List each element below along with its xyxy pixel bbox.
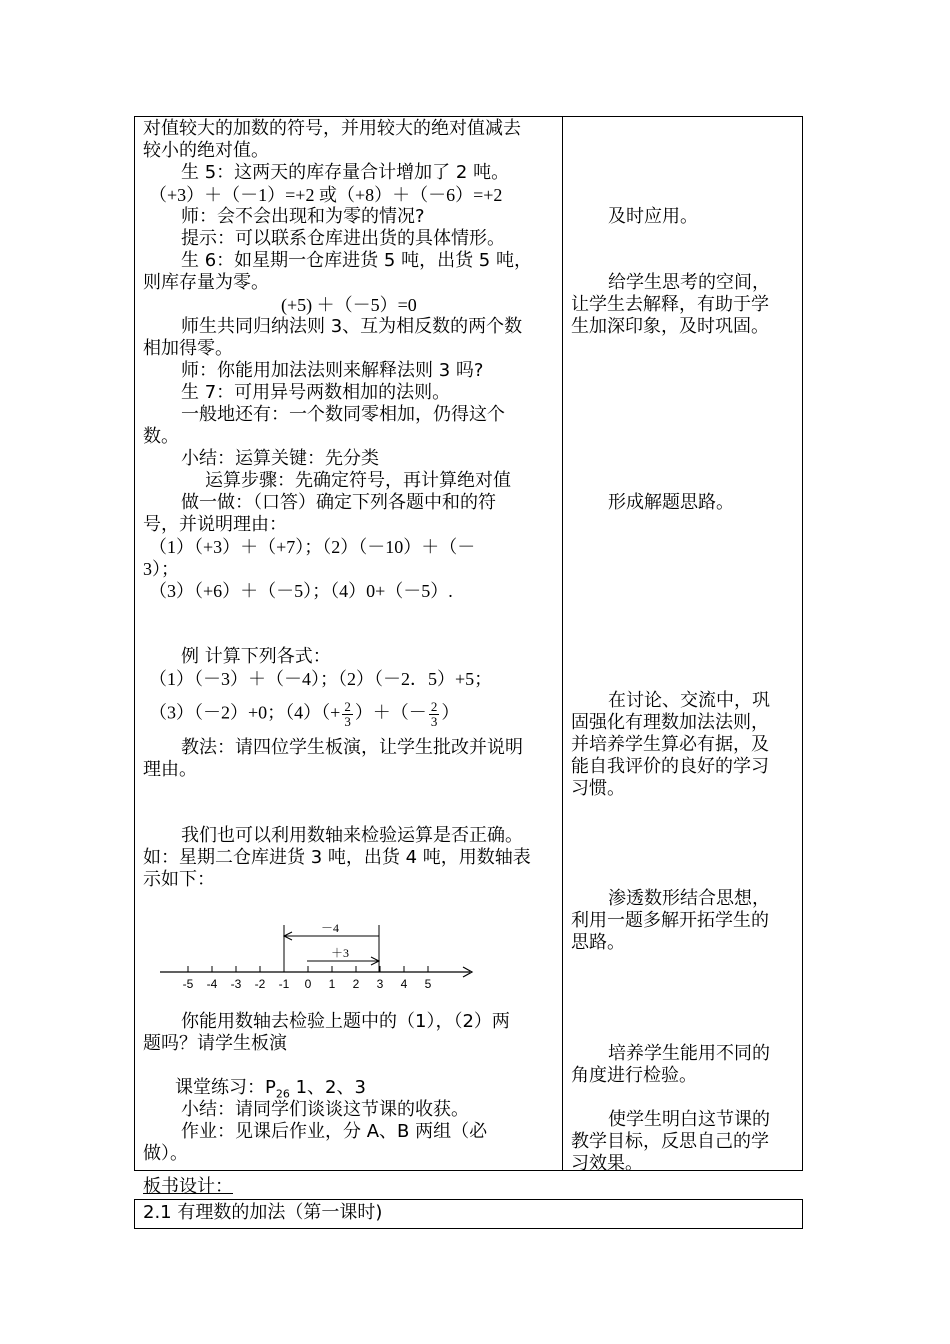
left-line: 生 6：如星期一仓库进货 5 吨，出货 5 吨，: [181, 250, 532, 271]
board-design-label: 板书设计：: [143, 1176, 233, 1197]
left-line: 做一做：（口答）确定下列各题中和的符: [181, 492, 496, 513]
left-line: （+3）＋（－1）=+2 或（+8）＋（－6）=+2: [149, 185, 503, 205]
left-line: (+5) ＋（－5）=0: [281, 295, 417, 315]
axis-ticks: [183, 966, 432, 991]
left-line: 师：会不会出现和为零的情况?: [181, 206, 425, 227]
right-note: 生加深印象，及时巩固。: [571, 316, 769, 337]
left-line: 做）。: [143, 1143, 188, 1164]
left-line: 例 计算下列各式：: [181, 646, 331, 667]
left-line: （3）（+6）＋（－5）；（4）0+（－5）.: [149, 581, 453, 601]
axis-tick-label: -2: [254, 977, 266, 991]
right-note: 培养学生能用不同的: [608, 1043, 770, 1064]
axis-tick-label: 5: [424, 977, 432, 991]
right-note: 让学生去解释，有助于学: [571, 294, 769, 315]
expr-part: ）: [441, 702, 460, 723]
right-note: 习惯。: [571, 778, 625, 799]
left-line: 相加得零。: [143, 338, 233, 359]
right-note: 给学生思考的空间，: [608, 272, 770, 293]
axis-tick-label: -3: [230, 977, 242, 991]
right-note: 角度进行检验。: [571, 1065, 697, 1086]
left-line: 运算步骤：先确定符号，再计算绝对值: [205, 470, 511, 491]
right-note: 利用一题多解开拓学生的: [571, 910, 769, 931]
axis-tick-label: -5: [182, 977, 194, 991]
expr-part: ）＋（－: [354, 702, 427, 723]
left-line: 生 5：这两天的库存量合计增加了 2 吨。: [181, 162, 510, 183]
left-line: 如：星期二仓库进货 3 吨，出货 4 吨，用数轴表: [143, 847, 531, 868]
right-note: 教学目标，反思自己的学: [571, 1131, 769, 1152]
right-note: 渗透数形结合思想，: [608, 888, 770, 909]
right-note: 使学生明白这节课的: [608, 1109, 770, 1130]
axis-tick-label: 3: [376, 977, 384, 991]
practice-label: 课堂练习：P: [175, 1077, 276, 1098]
arrow-plus3-label: ＋3: [330, 946, 350, 960]
axis-tick-label: 2: [352, 977, 360, 991]
left-line: 3）；: [143, 559, 179, 579]
right-note: 思路。: [571, 932, 625, 953]
fraction-numerator: 2: [430, 699, 438, 714]
left-line: 则库存量为零。: [143, 272, 269, 293]
page-subscript: 26: [275, 1087, 290, 1101]
left-line: 小结：运算关键：先分类: [181, 448, 379, 469]
right-note: 并培养学生算必有据，及: [571, 734, 769, 755]
right-note: 及时应用。: [608, 206, 698, 227]
axis-tick-label: -1: [278, 977, 290, 991]
left-line: 师：你能用加法法则来解释法则 3 吗?: [181, 360, 484, 381]
fraction-denominator: 3: [430, 714, 438, 729]
right-note: 形成解题思路。: [608, 492, 734, 513]
column-divider: [562, 116, 563, 1171]
expr-part: （3）（－2）+0；（4）（+: [149, 702, 341, 723]
axis-tick-label: -4: [206, 977, 218, 991]
left-line: （1）（+3）＋（+7）；（2）（－10）＋（－: [149, 537, 476, 557]
left-line: 号，并说明理由：: [143, 514, 287, 535]
fraction-numerator: 2: [344, 699, 351, 714]
fraction: [429, 700, 440, 729]
right-note: 习效果。: [571, 1153, 643, 1174]
left-line: 较小的绝对值。: [143, 140, 269, 161]
board-design-title: 2.1 有理数的加法（第一课时): [143, 1202, 383, 1223]
fraction: [342, 700, 353, 729]
left-line: 作业：见课后作业，分 A、B 两组（必: [181, 1121, 488, 1142]
left-line: （1）（－3）＋（－4）；（2）（－2．5）+5；: [149, 669, 493, 689]
left-line: 小结：请同学们谈谈这节课的收获。: [181, 1099, 469, 1120]
axis-tick-label: 0: [304, 977, 312, 991]
arrow-minus4-label: －4: [320, 921, 340, 935]
axis-tick-label: 4: [400, 977, 408, 991]
left-line: 对值较大的加数的符号，并用较大的绝对值减去: [143, 118, 521, 139]
left-line: 你能用数轴去检验上题中的（1），（2）两: [181, 1011, 510, 1032]
right-note: 固强化有理数加法法则，: [571, 712, 769, 733]
right-note: 能自我评价的良好的学习: [571, 756, 769, 777]
left-line: 理由。: [143, 759, 197, 780]
left-line: 提示：可以联系仓库进出货的具体情形。: [181, 228, 505, 249]
left-line: 生 7：可用异号两数相加的法则。: [181, 382, 451, 403]
left-line: 题吗？请学生板演: [143, 1033, 287, 1054]
axis-tick-label: 1: [328, 977, 336, 991]
left-line: 师生共同归纳法则 3、互为相反数的两个数: [181, 316, 523, 337]
number-line-diagram: [155, 915, 485, 995]
fraction-denominator: 3: [344, 714, 351, 729]
fraction-expression: [149, 700, 459, 729]
left-line: 教法：请四位学生板演，让学生批改并说明: [181, 737, 523, 758]
left-line: 数。: [143, 426, 179, 447]
right-note: 在讨论、交流中，巩: [608, 690, 770, 711]
practice-items: 1、2、3: [289, 1077, 366, 1098]
left-line: 示如下：: [143, 869, 215, 890]
left-line: 我们也可以利用数轴来检验运算是否正确。: [181, 825, 523, 846]
left-line: 一般地还有：一个数同零相加，仍得这个: [181, 404, 505, 425]
